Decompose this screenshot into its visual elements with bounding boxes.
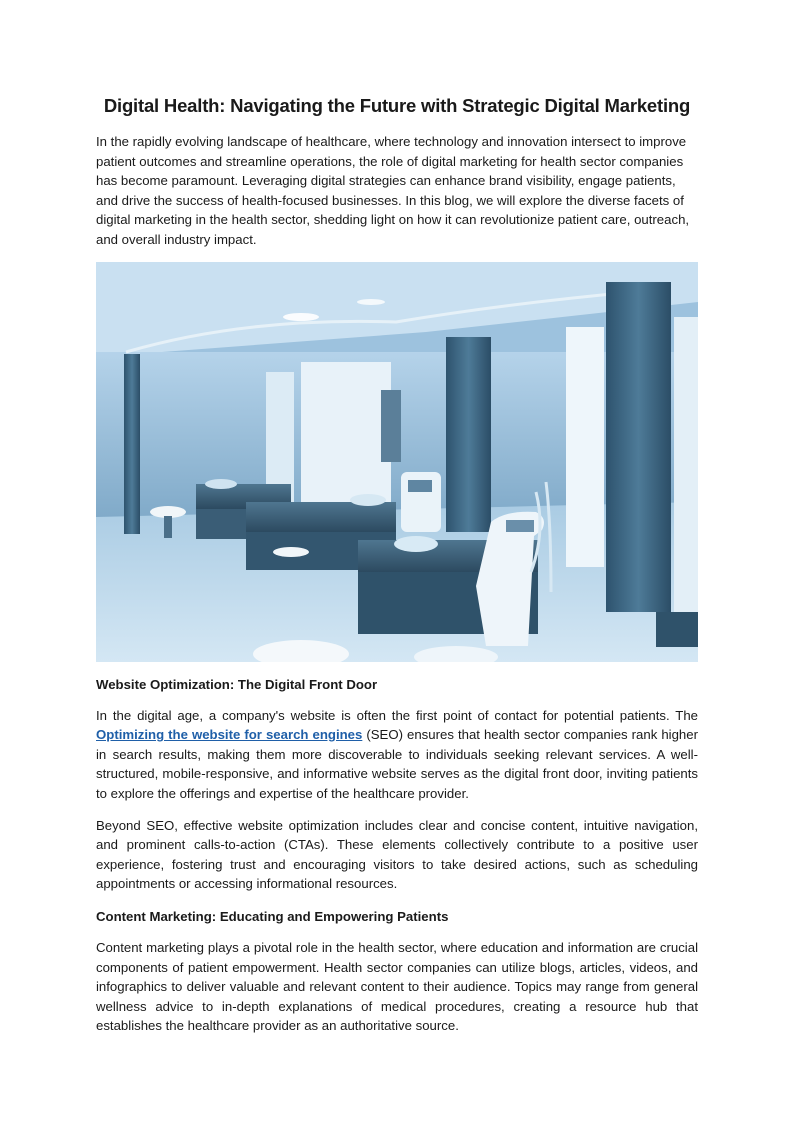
content-marketing-paragraph-1: Content marketing plays a pivotal role in the health sector, where education and information are crucial components of patient empowerment. Health sector companies can utilize blogs, articles, videos, and infographics to deliver valuable and relevant content to their audience. Topics may range from general wellness advice to in-depth explanations of medical procedures, creating a resource hub that establishes the healthcare provider as an authoritative source. (96, 939, 698, 1034)
paragraph-text: (SEO) ensures that health sector companies rank higher in search results, making them more discoverable to individuals seeking relevant services. A well-structured, mobile-responsive, and informative website serves as the digital front door, inviting patients to explore the offerings and expertise of the healthcare provider. (96, 727, 698, 801)
website-optimization-paragraph-2: Beyond SEO, effective website optimization includes clear and concise content, intuitive navigation, and prominent calls-to-action (CTAs). These elements collectively contribute to a positive user experience, fostering trust and encouraging visitors to take desired actions, such as scheduling appointments or accessing informational resources. (96, 817, 698, 892)
hospital-ward-photo (96, 262, 698, 662)
document-page (96, 94, 698, 1036)
intro-paragraph: In the rapidly evolving landscape of healthcare, where technology and innovation intersect to improve patient outcomes and streamline operations, the role of digital marketing for health sector companies has become paramount. Leveraging digital strategies can enhance brand visibility, engage patients, and drive the success of health-focused businesses. In this blog, we will explore the diverse facets of digital marketing in the health sector, shedding light on how it can revolutionize patient care, outreach, and overall industry impact. (96, 134, 690, 247)
seo-link[interactable]: Optimizing the website for search engines (96, 727, 363, 743)
section-heading-website-optimization: Website Optimization: The Digital Front Door (96, 676, 378, 692)
page-title: Digital Health: Navigating the Future with Strategic Digital Marketing (103, 95, 691, 116)
section-heading-content-marketing: Content Marketing: Educating and Empowering Patients (96, 908, 449, 924)
website-optimization-paragraph-1 (96, 706, 698, 804)
paragraph-text: In the digital age, a company's website is often the first point of contact for potential patients. The (96, 707, 698, 723)
